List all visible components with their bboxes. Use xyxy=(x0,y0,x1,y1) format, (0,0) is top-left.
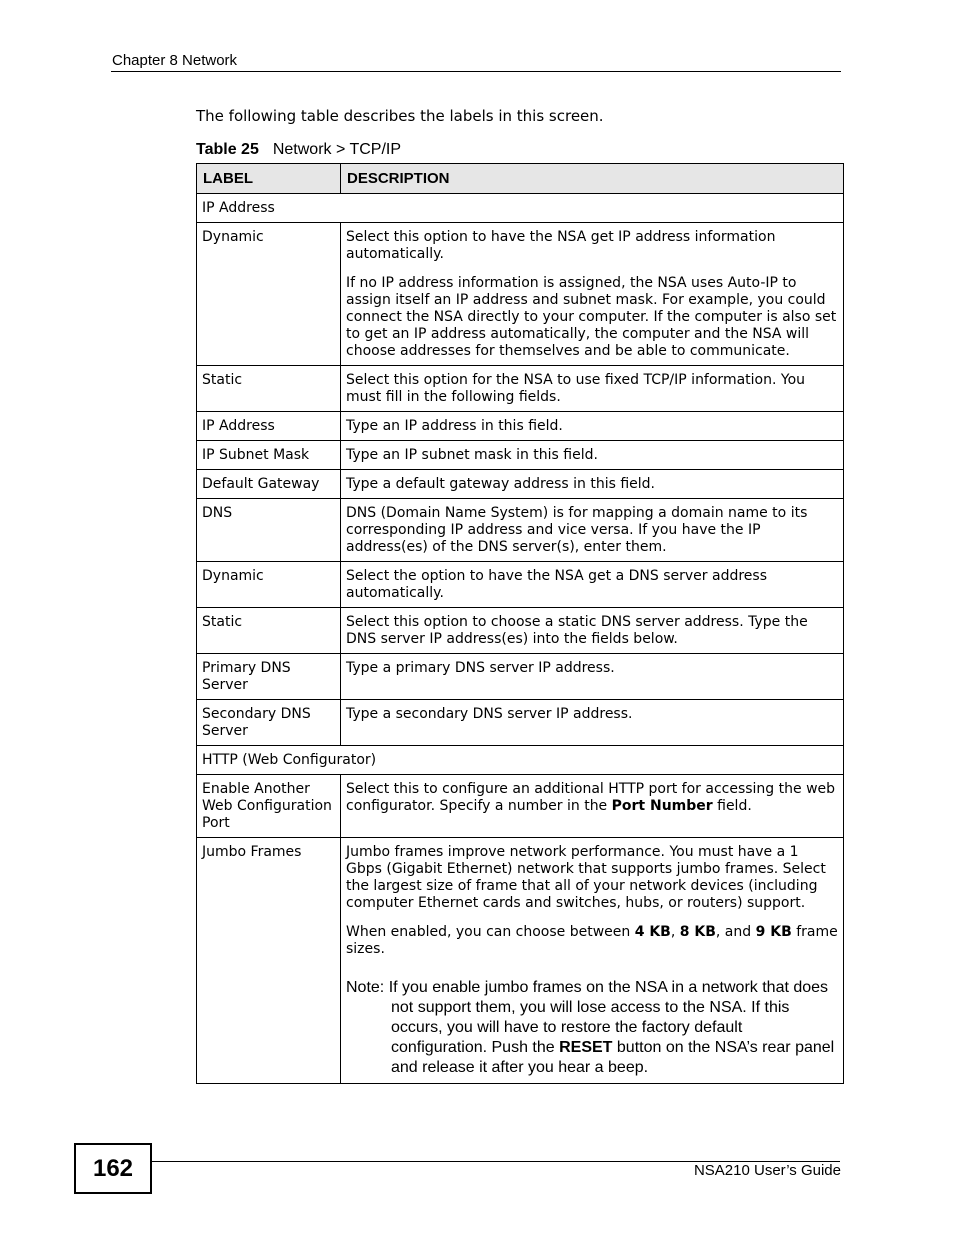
tcpip-table xyxy=(196,163,844,1084)
table-row xyxy=(197,608,844,654)
description-paragraph xyxy=(346,924,838,958)
chapter-header: Chapter 8 Network xyxy=(112,52,238,69)
description-text: , and xyxy=(715,924,756,940)
table-row xyxy=(197,412,844,441)
table-row xyxy=(197,499,844,562)
table-title: Network > TCP/IP xyxy=(272,141,402,158)
note-prefix: Note: xyxy=(346,979,389,996)
table-row xyxy=(197,775,844,838)
row-description xyxy=(341,838,844,1084)
table-row xyxy=(197,746,844,775)
row-description: Type a primary DNS server IP address. xyxy=(341,654,844,700)
description-paragraph: Select this option to have the NSA get IP address information automatically. xyxy=(346,229,776,262)
row-description xyxy=(341,775,844,838)
row-description: Select this option for the NSA to use fixed TCP/IP information. You must fill in the following fields. xyxy=(341,366,844,412)
table-row xyxy=(197,441,844,470)
table-row xyxy=(197,562,844,608)
size-8kb: 8 KB xyxy=(679,924,716,940)
size-4kb: 4 KB xyxy=(634,924,671,940)
note-text: button on the NSA’s rear panel and release it after you hear a beep. xyxy=(391,1039,835,1076)
section-http: HTTP (Web Configurator) xyxy=(197,746,844,775)
jumbo-note xyxy=(346,978,838,1078)
row-label: Dynamic xyxy=(197,223,341,366)
table-row xyxy=(197,700,844,746)
header-divider xyxy=(111,71,841,72)
row-description: Type an IP subnet mask in this field. xyxy=(341,441,844,470)
page-number: 162 xyxy=(74,1143,152,1194)
table-row xyxy=(197,470,844,499)
row-label: Jumbo Frames xyxy=(197,838,341,1084)
row-label: Static xyxy=(197,608,341,654)
description-text: field. xyxy=(712,798,752,814)
description-text: , xyxy=(670,924,680,940)
table-number: Table 25 xyxy=(196,141,259,158)
row-label: Secondary DNS Server xyxy=(197,700,341,746)
row-description: Select the option to have the NSA get a DNS server address automatically. xyxy=(341,562,844,608)
section-ip-address: IP Address xyxy=(197,194,844,223)
row-description: Type an IP address in this field. xyxy=(341,412,844,441)
reset-term: RESET xyxy=(559,1039,613,1056)
row-description: DNS (Domain Name System) is for mapping a domain name to its corresponding IP address and vice versa. If you have the IP address(es) of the DNS server(s), enter them. xyxy=(341,499,844,562)
description-text: frame sizes. xyxy=(346,924,838,957)
row-label: Primary DNS Server xyxy=(197,654,341,700)
table-row xyxy=(197,366,844,412)
note-text: If you enable jumbo frames on the NSA in a network that does not support them, you will lose access to the NSA. If this occurs, you will have to restore the factory default configuration. Push the xyxy=(388,979,829,1056)
port-number-term: Port Number xyxy=(611,798,713,814)
size-9kb: 9 KB xyxy=(755,924,792,940)
table-caption xyxy=(196,141,401,159)
intro-text: The following table describes the labels in this screen. xyxy=(196,107,604,125)
row-label: Dynamic xyxy=(197,562,341,608)
row-description: Select this option to choose a static DNS server address. Type the DNS server IP address(es) into the fields below. xyxy=(341,608,844,654)
row-description: Type a default gateway address in this field. xyxy=(341,470,844,499)
row-description: Type a secondary DNS server IP address. xyxy=(341,700,844,746)
row-label: DNS xyxy=(197,499,341,562)
description-column-header: DESCRIPTION xyxy=(341,164,844,194)
guide-name: NSA210 User’s Guide xyxy=(693,1162,841,1179)
row-description xyxy=(341,223,844,366)
description-paragraph: If no IP address information is assigned, the NSA uses Auto-IP to assign itself an IP address and subnet mask. For example, you could connect the NSA directly to your computer. If the computer is also set to get an IP address automatically, the computer and the NSA will choose addresses for themselves and be able to communicate. xyxy=(346,275,837,359)
table-row xyxy=(197,654,844,700)
table-row xyxy=(197,838,844,1084)
row-label: Static xyxy=(197,366,341,412)
row-label: IP Subnet Mask xyxy=(197,441,341,470)
row-label: Enable Another Web Configuration Port xyxy=(197,775,341,838)
description-paragraph: Jumbo frames improve network performance. You must have a 1 Gbps (Gigabit Ethernet) network that supports jumbo frames. Select the largest size of frame that all of your network devices (including computer Ethernet cards and switches, hubs, or routers) support. xyxy=(346,844,826,911)
table-header-row xyxy=(197,164,844,194)
row-label: IP Address xyxy=(197,412,341,441)
table-row xyxy=(197,194,844,223)
description-text: When enabled, you can choose between xyxy=(346,924,635,940)
row-label: Default Gateway xyxy=(197,470,341,499)
table-row xyxy=(197,223,844,366)
label-column-header: LABEL xyxy=(197,164,341,194)
description-text: Select this to configure an additional HTTP port for accessing the web configurator. Specify a number in the xyxy=(346,781,836,814)
